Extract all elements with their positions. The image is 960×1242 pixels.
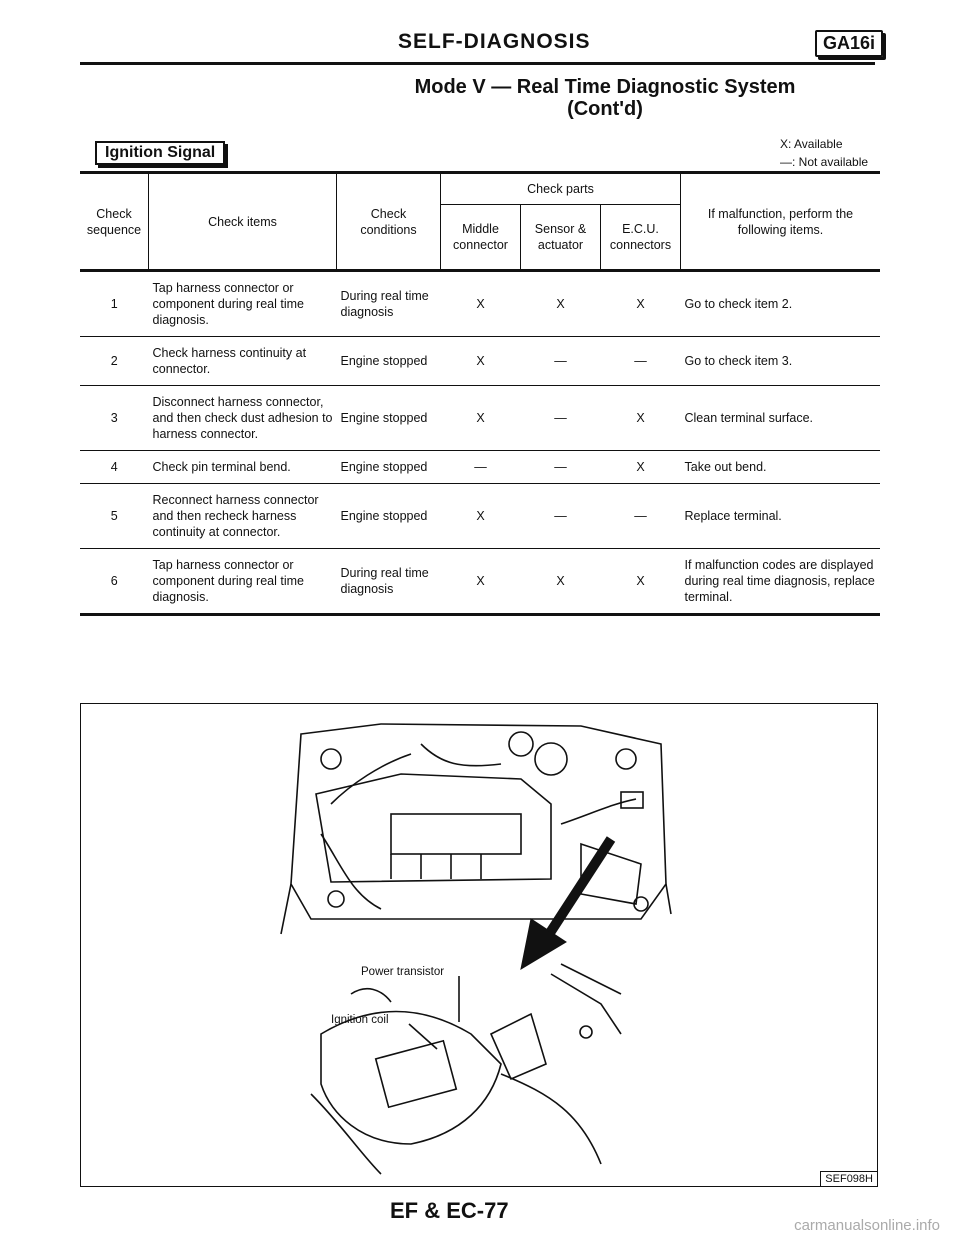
table-row	[80, 337, 880, 386]
cell-cond: Engine stopped	[340, 460, 428, 474]
cell-cond: During real time diagnosis	[340, 566, 429, 596]
cell-seq: 6	[110, 574, 118, 588]
header-rule	[80, 62, 875, 65]
watermark: carmanualsonline.info	[794, 1217, 940, 1234]
cell-sensor: X	[556, 574, 565, 588]
cell-action: Clean terminal surface.	[684, 411, 814, 425]
cell-seq: 4	[110, 460, 118, 474]
legend	[780, 135, 868, 171]
header-conditions: Check conditions	[337, 173, 441, 271]
section-title: Ignition Signal	[95, 141, 225, 165]
cell-item: Reconnect harness connector and then recheck harness continuity at connector.	[152, 493, 319, 539]
cell-sensor: X	[556, 297, 565, 311]
header-sequence: Check sequence	[86, 206, 142, 237]
cell-middle: X	[476, 297, 485, 311]
cell-action: Take out bend.	[684, 460, 767, 474]
cell-middle: X	[476, 574, 485, 588]
cell-item: Tap harness connector or component during real time diagnosis.	[152, 558, 304, 604]
cell-item: Disconnect harness connector, and then check dust adhesion to harness connector.	[152, 395, 333, 441]
subtitle-line-2: (Cont'd)	[567, 98, 643, 120]
diagnosis-table	[80, 171, 880, 616]
cell-action: Go to check item 2.	[684, 297, 793, 311]
engine-bay-figure	[80, 703, 878, 1187]
table-row	[80, 484, 880, 549]
cell-middle: X	[476, 411, 485, 425]
table-row	[80, 451, 880, 484]
cell-item: Check harness continuity at connector.	[152, 346, 307, 376]
legend-not-available: —: Not available	[780, 155, 869, 169]
cell-item: Check pin terminal bend.	[152, 460, 291, 474]
cell-action: Go to check item 3.	[684, 354, 793, 368]
cell-middle: —	[474, 460, 487, 474]
cell-ecu: X	[636, 297, 645, 311]
legend-available: X: Available	[780, 137, 843, 151]
cell-seq: 2	[110, 354, 118, 368]
cell-ecu: X	[636, 574, 645, 588]
cell-cond: Engine stopped	[340, 509, 428, 523]
cell-ecu: —	[634, 354, 647, 368]
cell-action: Replace terminal.	[684, 509, 782, 523]
subtitle-line-1: Mode V — Real Time Diagnostic System	[414, 76, 796, 98]
cell-cond: Engine stopped	[340, 354, 428, 368]
cell-seq: 5	[110, 509, 118, 523]
engine-badge: GA16i	[815, 30, 883, 57]
page-subtitle	[395, 76, 815, 120]
cell-sensor: —	[554, 509, 567, 523]
table-row	[80, 386, 880, 451]
table-row	[80, 549, 880, 615]
cell-seq: 1	[110, 297, 118, 311]
cell-sensor: —	[554, 460, 567, 474]
cell-action: If malfunction codes are displayed during real time diagnosis, replace terminal.	[684, 558, 875, 604]
cell-middle: X	[476, 354, 485, 368]
cell-ecu: X	[636, 411, 645, 425]
label-power-transistor: Power transistor	[361, 966, 445, 978]
cell-cond: Engine stopped	[340, 411, 428, 425]
cell-sensor: —	[554, 411, 567, 425]
header-action: If malfunction, perform the following items.	[681, 173, 881, 271]
header-items: Check items	[149, 173, 337, 271]
page-section-title: SELF-DIAGNOSIS	[398, 30, 591, 53]
header-parts: Check parts	[441, 173, 681, 205]
header-middle: Middle connector	[441, 205, 521, 271]
cell-seq: 3	[110, 411, 118, 425]
header-sensor: Sensor & actuator	[521, 205, 601, 271]
header-ecu: E.C.U. connectors	[601, 205, 681, 271]
table-row	[80, 271, 880, 337]
cell-item: Tap harness connector or component during real time diagnosis.	[152, 281, 304, 327]
page-number: EF & EC-77	[390, 1198, 509, 1223]
figure-code: SEF098H	[820, 1171, 877, 1186]
label-ignition-coil: Ignition coil	[331, 1014, 389, 1026]
cell-sensor: —	[554, 354, 567, 368]
cell-middle: X	[476, 509, 485, 523]
cell-ecu: X	[636, 460, 645, 474]
cell-cond: During real time diagnosis	[340, 289, 429, 319]
engine-illustration	[81, 704, 877, 1186]
cell-ecu: —	[634, 509, 647, 523]
